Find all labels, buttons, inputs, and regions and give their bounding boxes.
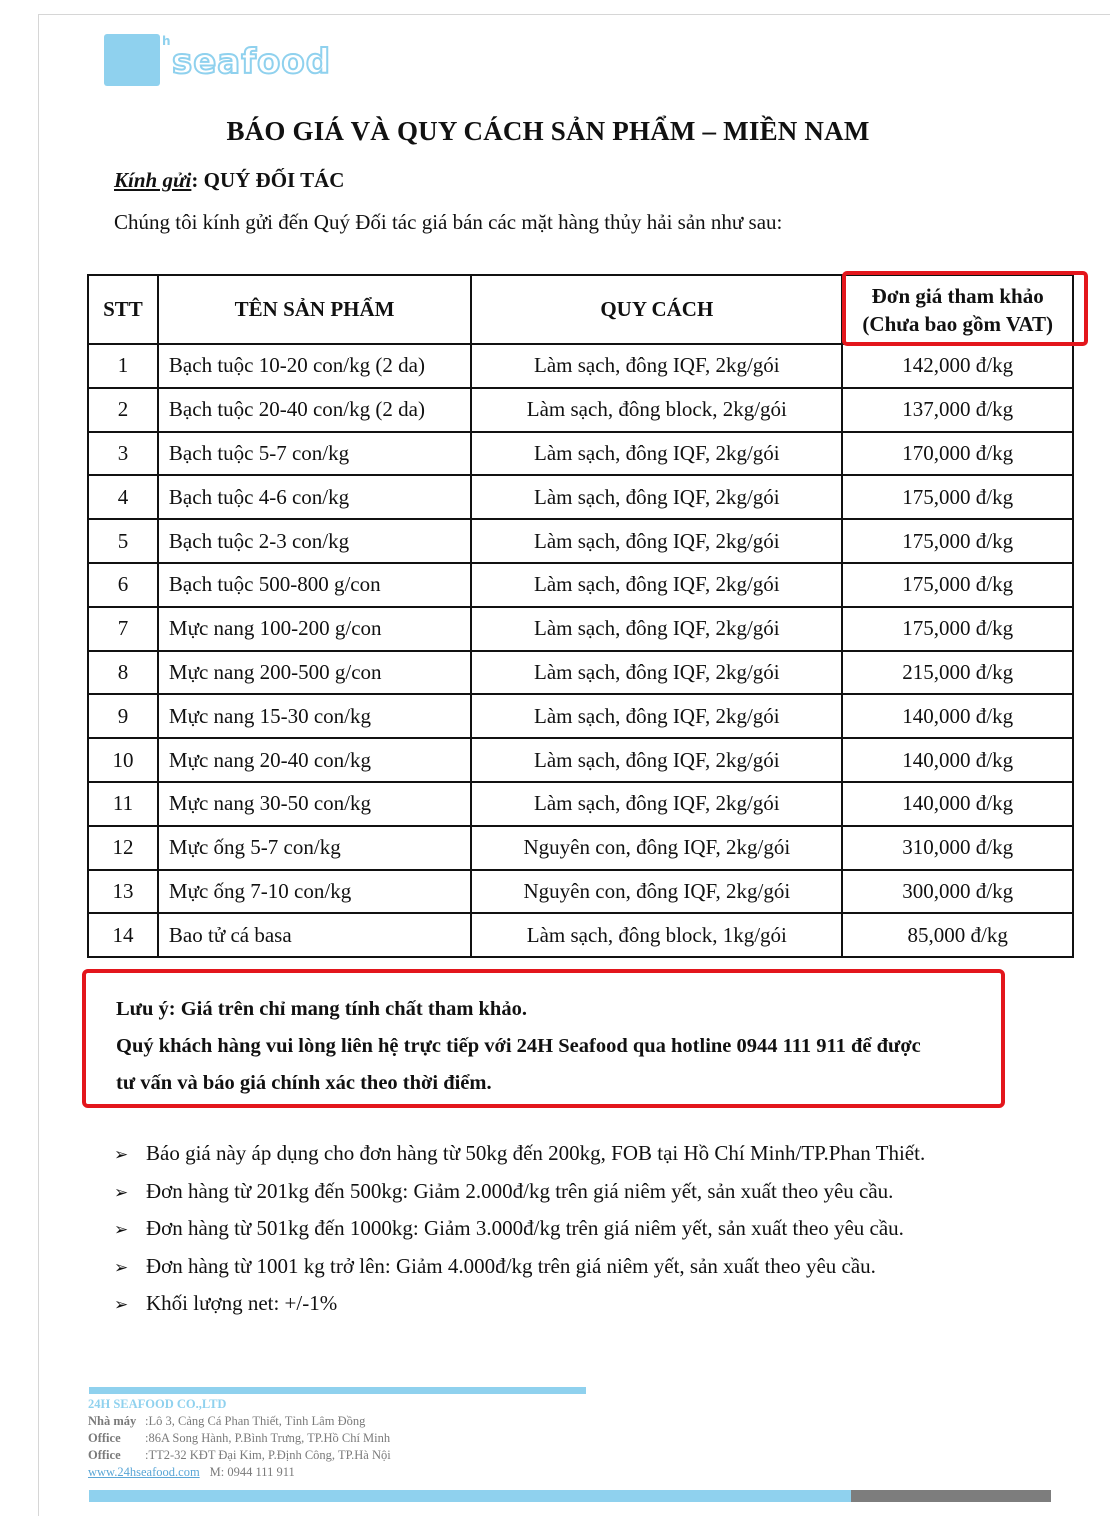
table-row <box>88 826 1073 870</box>
footer-mobile: M: 0944 111 911 <box>209 1465 295 1479</box>
cell-name: Mực nang 20-40 con/kg <box>158 738 471 782</box>
table-row <box>88 913 1073 957</box>
table-row <box>88 870 1073 914</box>
note-box <box>82 969 1005 1108</box>
website-link[interactable]: www.24hseafood.com <box>88 1465 200 1479</box>
logo-cube-icon <box>104 34 160 86</box>
cell-name: Mực nang 30-50 con/kg <box>158 782 471 826</box>
cell-price: 142,000 đ/kg <box>842 344 1073 388</box>
cell-name: Mực nang 100-200 g/con <box>158 607 471 651</box>
table-row <box>88 519 1073 563</box>
price-header-highlight <box>842 271 1088 346</box>
greeting-recipient: QUÝ ĐỐI TÁC <box>198 168 345 192</box>
list-item <box>114 1286 925 1324</box>
price-table <box>87 274 1074 958</box>
table-row <box>88 607 1073 651</box>
cell-stt: 6 <box>88 563 158 607</box>
footer-line <box>88 1447 391 1464</box>
cell-name: Bao tử cá basa <box>158 913 471 957</box>
header-price-line2: (Chưa bao gồm VAT) <box>862 311 1053 336</box>
cell-stt: 14 <box>88 913 158 957</box>
footer-bar-gray <box>851 1490 1051 1502</box>
cell-price: 137,000 đ/kg <box>842 388 1073 432</box>
footer-line <box>88 1430 391 1447</box>
arrow-bullet-icon: ➢ <box>114 1220 129 1240</box>
bullet-text: Đơn hàng từ 1001 kg trở lên: Giảm 4.000đ/kg trên giá niêm yết, sản xuất theo yêu cầu. <box>146 1253 876 1278</box>
cell-price: 140,000 đ/kg <box>842 782 1073 826</box>
table-row <box>88 694 1073 738</box>
table-row <box>88 738 1073 782</box>
footer-value: :Lô 3, Cảng Cá Phan Thiết, Tỉnh Lâm Đồng <box>145 1414 366 1428</box>
cell-spec: Làm sạch, đông IQF, 2kg/gói <box>471 607 842 651</box>
table-row <box>88 782 1073 826</box>
header-stt: STT <box>88 275 158 344</box>
bullet-text: Khối lượng net: +/-1% <box>146 1291 338 1315</box>
footer-label: Nhà máy <box>88 1414 137 1428</box>
header-name: TÊN SẢN PHẨM <box>158 275 471 344</box>
cell-price: 85,000 đ/kg <box>842 913 1073 957</box>
cell-stt: 8 <box>88 651 158 695</box>
cell-name: Bạch tuộc 20-40 con/kg (2 da) <box>158 388 471 432</box>
cell-stt: 12 <box>88 826 158 870</box>
conditions-list <box>114 1136 925 1324</box>
cell-stt: 1 <box>88 344 158 388</box>
cell-stt: 4 <box>88 475 158 519</box>
list-item <box>114 1249 925 1287</box>
header-price-line1: Đơn giá tham khảo <box>871 283 1044 308</box>
cell-price: 140,000 đ/kg <box>842 694 1073 738</box>
cell-stt: 13 <box>88 870 158 914</box>
cell-spec: Làm sạch, đông IQF, 2kg/gói <box>471 651 842 695</box>
cell-stt: 9 <box>88 694 158 738</box>
footer-label: Office <box>88 1431 121 1445</box>
cell-spec: Làm sạch, đông IQF, 2kg/gói <box>471 694 842 738</box>
footer <box>88 1396 391 1481</box>
cell-spec: Làm sạch, đông block, 1kg/gói <box>471 913 842 957</box>
note-line-2: Quý khách hàng vui lòng liên hệ trực tiếp với 24H Seafood qua hotline 0944 111 911 để được <box>116 1035 921 1057</box>
table-row <box>88 563 1073 607</box>
cell-name: Bạch tuộc 2-3 con/kg <box>158 519 471 563</box>
table-row <box>88 344 1073 388</box>
cell-spec: Làm sạch, đông IQF, 2kg/gói <box>471 432 842 476</box>
cell-price: 310,000 đ/kg <box>842 826 1073 870</box>
cell-name: Bạch tuộc 4-6 con/kg <box>158 475 471 519</box>
cell-price: 140,000 đ/kg <box>842 738 1073 782</box>
greeting <box>114 168 344 193</box>
company-logo <box>104 30 332 90</box>
cell-stt: 3 <box>88 432 158 476</box>
table-row <box>88 388 1073 432</box>
cell-spec: Nguyên con, đông IQF, 2kg/gói <box>471 870 842 914</box>
arrow-bullet-icon: ➢ <box>114 1145 129 1165</box>
note-line-3: tư vấn và báo giá chính xác theo thời điểm. <box>116 1072 492 1094</box>
cell-name: Bạch tuộc 5-7 con/kg <box>158 432 471 476</box>
page-title: BÁO GIÁ VÀ QUY CÁCH SẢN PHẨM – MIỀN NAM <box>226 116 870 146</box>
bullet-text: Đơn hàng từ 201kg đến 500kg: Giảm 2.000đ/kg trên giá niêm yết, sản xuất theo yêu cầu. <box>146 1178 894 1203</box>
bullet-text: Báo giá này áp dụng cho đơn hàng từ 50kg đến 200kg, FOB tại Hồ Chí Minh/TP.Phan Thiết. <box>146 1141 926 1165</box>
logo-word: seafood <box>172 42 332 82</box>
cell-price: 175,000 đ/kg <box>842 475 1073 519</box>
cell-price: 215,000 đ/kg <box>842 651 1073 695</box>
cell-stt: 7 <box>88 607 158 651</box>
cell-price: 170,000 đ/kg <box>842 432 1073 476</box>
footer-line <box>88 1413 391 1430</box>
header-spec: QUY CÁCH <box>471 275 842 344</box>
footer-value: :86A Song Hành, P.Bình Trưng, TP.Hồ Chí Minh <box>145 1431 391 1445</box>
table-row <box>88 475 1073 519</box>
cell-name: Mực ống 7-10 con/kg <box>158 870 471 914</box>
cell-name: Mực nang 15-30 con/kg <box>158 694 471 738</box>
cell-spec: Làm sạch, đông block, 2kg/gói <box>471 388 842 432</box>
cell-spec: Làm sạch, đông IQF, 2kg/gói <box>471 519 842 563</box>
list-item <box>114 1211 925 1249</box>
cell-spec: Làm sạch, đông IQF, 2kg/gói <box>471 475 842 519</box>
list-item <box>114 1136 925 1174</box>
greeting-label: Kính gửi <box>114 168 192 192</box>
footer-divider <box>89 1387 586 1394</box>
cell-spec: Làm sạch, đông IQF, 2kg/gói <box>471 563 842 607</box>
cell-spec: Làm sạch, đông IQF, 2kg/gói <box>471 738 842 782</box>
cell-stt: 11 <box>88 782 158 826</box>
cell-price: 175,000 đ/kg <box>842 519 1073 563</box>
table-row <box>88 432 1073 476</box>
footer-bar-blue <box>89 1490 851 1502</box>
cell-stt: 5 <box>88 519 158 563</box>
cell-stt: 2 <box>88 388 158 432</box>
cell-spec: Làm sạch, đông IQF, 2kg/gói <box>471 344 842 388</box>
arrow-bullet-icon: ➢ <box>114 1182 129 1203</box>
cell-price: 175,000 đ/kg <box>842 563 1073 607</box>
cell-stt: 10 <box>88 738 158 782</box>
footer-company: 24H SEAFOOD CO.,LTD <box>88 1397 227 1411</box>
cell-price: 175,000 đ/kg <box>842 607 1073 651</box>
arrow-bullet-icon: ➢ <box>114 1257 129 1278</box>
cell-price: 300,000 đ/kg <box>842 870 1073 914</box>
arrow-bullet-icon: ➢ <box>114 1295 129 1315</box>
logo-superscript: h <box>162 34 171 48</box>
table-row <box>88 651 1073 695</box>
note-line-1: Lưu ý: Giá trên chỉ mang tính chất tham khảo. <box>116 998 527 1020</box>
footer-contact <box>88 1464 391 1481</box>
cell-name: Mực ống 5-7 con/kg <box>158 826 471 870</box>
cell-spec: Làm sạch, đông IQF, 2kg/gói <box>471 782 842 826</box>
greeting-separator: : <box>191 168 199 192</box>
cell-name: Mực nang 200-500 g/con <box>158 651 471 695</box>
cell-spec: Nguyên con, đông IQF, 2kg/gói <box>471 826 842 870</box>
bullet-text: Đơn hàng từ 501kg đến 1000kg: Giảm 3.000đ/kg trên giá niêm yết, sản xuất theo yêu cầu. <box>146 1216 904 1240</box>
footer-label: Office <box>88 1448 121 1462</box>
list-item <box>114 1174 925 1212</box>
cell-name: Bạch tuộc 500-800 g/con <box>158 563 471 607</box>
intro-text: Chúng tôi kính gửi đến Quý Đối tác giá bán các mặt hàng thủy hải sản như sau: <box>114 210 783 234</box>
cell-name: Bạch tuộc 10-20 con/kg (2 da) <box>158 344 471 388</box>
footer-value: :TT2-32 KĐT Đại Kim, P.Định Công, TP.Hà Nội <box>145 1448 391 1462</box>
